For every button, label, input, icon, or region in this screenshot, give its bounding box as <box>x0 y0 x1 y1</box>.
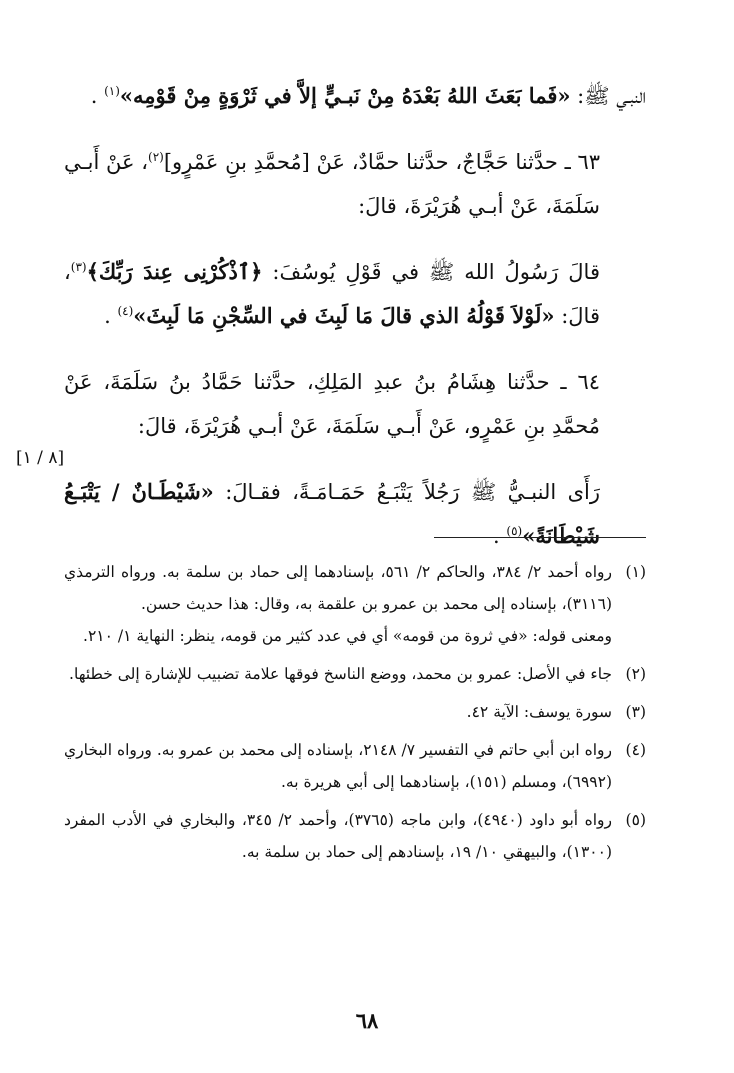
p5-end: . <box>493 524 507 548</box>
manuscript-folio-marker: [٨ / ١] <box>16 448 65 468</box>
p2-rest: ، عَنْ أَبـي سَلَمَةَ، عَنْ أبـي هُرَيْرَةَ، قالَ: <box>64 150 600 218</box>
footnote-line: جاء في الأصل: عمرو بن محمد، ووضع الناسخ فوقها علامة تضبيب للإشارة إلى خطئها. <box>69 665 612 683</box>
footnote-ref-4[interactable]: (٤) <box>117 304 134 318</box>
footnote-4 <box>64 734 646 798</box>
footnote-5 <box>64 804 646 868</box>
main-text <box>64 74 646 580</box>
footnote-separator <box>434 537 646 538</box>
p5-hadith-quote: «شَيْطَـانٌ / يَتْبَـعُ شَيْطَانَةً» <box>64 479 600 548</box>
footnote-number: (٣) <box>625 703 646 721</box>
paragraph-64-matn <box>64 470 646 558</box>
footnote-line: رواه ابن أبي حاتم في التفسير ٧/ ٢١٤٨، بإسناده إلى محمد بن عمرو به. ورواه البخاري (٦٩٩٢)، ومسلم (١٥١)، بإسنادهما إلى أبي هريرة به. <box>64 741 612 791</box>
footnote-number: (١) <box>625 563 646 581</box>
footnote-2 <box>64 658 646 690</box>
footnote-body <box>64 804 612 868</box>
footnote-line: رواه أحمد ٢/ ٣٨٤، والحاكم ٢/ ٥٦١، بإسنادهما إلى حماد بن سلمة به. ورواه الترمذي (٣١١٦)، بإسناده إلى محمد بن عمرو بن علقمة به، وقال: هذا حديث حسن. <box>64 563 613 613</box>
p5-lead: رَأَى النبـيُّ ﷺ رَجُلاً يَتْبَـعُ حَمَـامَـةً، فقـالَ: <box>213 480 600 504</box>
footnotes <box>64 556 646 874</box>
footnote-number: (٢) <box>625 665 646 683</box>
footnote-body <box>64 696 612 728</box>
footnote-body <box>64 734 612 798</box>
footnote-ref-3[interactable]: (٣) <box>70 260 87 274</box>
p1-end: . <box>90 84 105 108</box>
paragraph-1 <box>64 74 646 118</box>
footnote-line: سورة يوسف: الآية ٤٢. <box>466 703 612 721</box>
p3-mid: ، قالَ: <box>64 260 600 328</box>
paragraph-63-isnad <box>64 140 646 228</box>
footnote-body <box>64 658 612 690</box>
footnote-ref-5[interactable]: (٥) <box>506 524 523 538</box>
p3-ayah: ﴿ٱذْكُرْنِى عِندَ رَبِّكَ﴾ <box>86 259 263 284</box>
footnote-body <box>64 556 612 652</box>
footnote-ref-1[interactable]: (١) <box>104 84 120 98</box>
footnote-line: ومعنى قوله: «في ثروة من قومه» أي في عدد كثير من قومه، ينظر: النهاية ١/ ٢١٠. <box>83 627 612 645</box>
footnote-ref-2[interactable]: (٢) <box>148 150 164 164</box>
p4-text: ٦٤ ـ حدَّثنا هِشَامُ بنُ عبدِ المَلِكِ، حدَّثنا حَمَّادُ بنُ سَلَمَةَ، عَنْ مُحمَّدِ بنِ عَمْرٍو، عَنْ أَبـي سَلَمَةَ، عَنْ أبـي هُرَيْرَةَ، قالَ: <box>64 370 600 438</box>
footnote-line: رواه أبو داود (٤٩٤٠)، وابن ماجه (٣٧٦٥)، وأحمد ٢/ ٣٤٥، والبخاري في الأدب المفرد (١٣٠٠)، والبيهقي ١٠/ ١٩، بإسنادهم إلى حماد بن سلمة به. <box>64 811 612 861</box>
p2-text: ٦٣ ـ حدَّثنا حَجَّاجٌ، حدَّثنا حمَّادٌ، عَنْ [مُحمَّدِ بنِ عَمْرٍو] <box>163 150 601 174</box>
page-number: ٦٨ <box>355 1008 379 1033</box>
footnote-number: (٥) <box>625 811 646 829</box>
footnote-number: (٤) <box>625 741 646 759</box>
p3-end: . <box>104 304 118 328</box>
p3-lead: قالَ رَسُولُ الله ﷺ في قَوْلِ يُوسُفَ: <box>262 260 600 284</box>
p1-lead: النبـي ﷺ: <box>570 84 646 108</box>
p1-hadith-quote: «فَما بَعَثَ اللهُ بَعْدَهُ مِنْ نَبـيٍّ إلاَّ في ثَرْوَةٍ مِنْ قَوْمِه» <box>119 83 571 108</box>
footnote-3 <box>64 696 646 728</box>
p3-hadith-quote: «لَوْلاَ قَوْلُهُ الذي قالَ مَا لَبِثَ في السِّجْنِ مَا لَبِثَ» <box>133 303 555 328</box>
paragraph-63-matn <box>64 250 646 338</box>
footnote-1 <box>64 556 646 652</box>
paragraph-64-isnad <box>64 360 646 448</box>
